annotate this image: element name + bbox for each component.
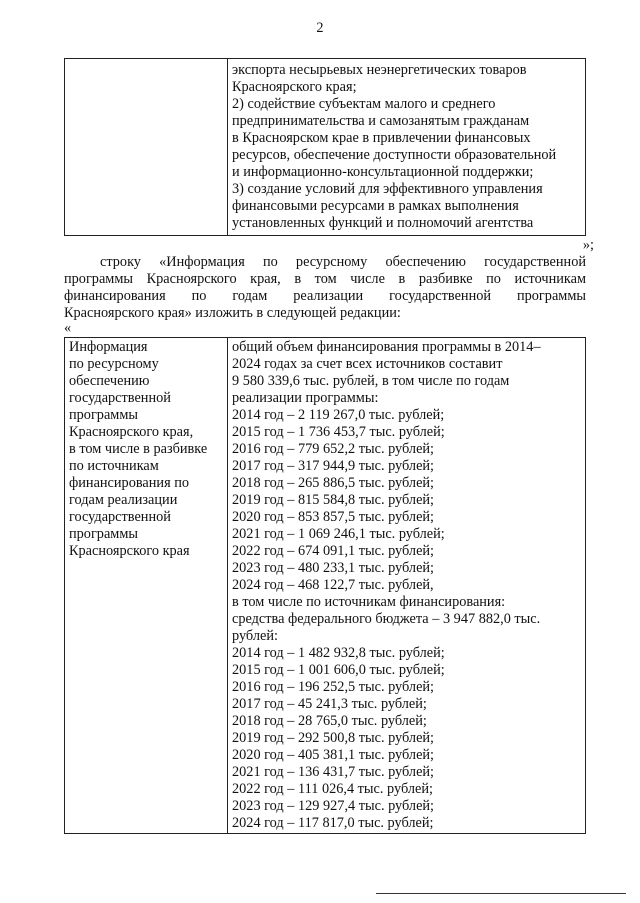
table1-line: финансовыми ресурсами в рамках выполнения	[232, 198, 519, 214]
table2-left-line: финансирования по	[69, 475, 190, 491]
table2-left-line: годам реализации	[69, 492, 178, 508]
table2-left-cell	[65, 338, 228, 834]
table1-line: ресурсов, обеспечение доступности образовательной	[232, 147, 557, 163]
resource-info-table	[64, 337, 586, 834]
funding-line: реализации программы:	[232, 390, 379, 406]
closing-quote: »;	[582, 237, 594, 253]
paragraph-line: строку «Информация по ресурсному обеспечению государственной	[100, 254, 586, 270]
funding-line: в том числе по источникам финансирования:	[232, 594, 506, 610]
funding-line: 2021 год – 1 069 246,1 тыс. рублей;	[232, 526, 445, 542]
funding-line: 2017 год – 317 944,9 тыс. рублей;	[232, 458, 435, 474]
funding-line: 2014 год – 1 482 932,8 тыс. рублей;	[232, 645, 445, 661]
table2-left-line: Информация	[69, 339, 148, 355]
funding-line: 2019 год – 292 500,8 тыс. рублей;	[232, 730, 435, 746]
table1-line: и информационно-консультационной поддержки;	[232, 164, 534, 180]
table2-left-line: государственной	[69, 509, 171, 525]
funding-line: 2023 год – 480 233,1 тыс. рублей;	[232, 560, 435, 576]
paragraph-line: финансирования по годам реализации государственной программы	[64, 288, 586, 304]
table1-line: 2) содействие субъектам малого и среднего	[232, 96, 496, 112]
paragraph-line: Красноярского края» изложить в следующей редакции:	[64, 305, 401, 321]
funding-line: 2017 год – 45 241,3 тыс. рублей;	[232, 696, 427, 712]
table2-left-line: по ресурсному	[69, 356, 159, 372]
table1-line: в Красноярском крае в привлечении финансовых	[232, 130, 531, 146]
funding-line: 2018 год – 265 886,5 тыс. рублей;	[232, 475, 435, 491]
funding-line: общий объем финансирования программы в 2014–	[232, 339, 541, 355]
funding-line: рублей:	[232, 628, 278, 644]
funding-line: 2021 год – 136 431,7 тыс. рублей;	[232, 764, 435, 780]
page-number: 2	[316, 20, 324, 36]
table1-line: предпринимательства и самозанятым гражданам	[232, 113, 530, 129]
funding-line: 2018 год – 28 765,0 тыс. рублей;	[232, 713, 427, 729]
bottom-divider	[376, 893, 626, 894]
funding-line: 2020 год – 405 381,1 тыс. рублей;	[232, 747, 435, 763]
funding-line: 2024 год – 468 122,7 тыс. рублей,	[232, 577, 434, 593]
table2-left-line: программы	[69, 407, 139, 423]
funding-line: 2022 год – 111 026,4 тыс. рублей;	[232, 781, 433, 797]
funding-line: 9 580 339,6 тыс. рублей, в том числе по годам	[232, 373, 510, 389]
table2-left-line: по источникам	[69, 458, 159, 474]
table1-line: Красноярского края;	[232, 79, 357, 95]
table2-right-cell	[228, 338, 586, 834]
table2-left-line: Красноярского края,	[69, 424, 194, 440]
previous-section-table	[64, 58, 586, 236]
funding-line: 2024 год – 117 817,0 тыс. рублей;	[232, 815, 434, 831]
table1-left-cell	[65, 59, 228, 236]
table2-left-line: обеспечению	[69, 373, 150, 389]
table2-left-line: Красноярского края	[69, 543, 190, 559]
paragraph-line: программы Красноярского края, в том числе в разбивке по источникам	[64, 271, 586, 287]
table2-left-line: в том числе в разбивке	[69, 441, 208, 457]
funding-line: средства федерального бюджета – 3 947 882,0 тыс.	[232, 611, 541, 627]
table2-left-line: государственной	[69, 390, 171, 406]
table2-left-line: программы	[69, 526, 139, 542]
funding-line: 2016 год – 779 652,2 тыс. рублей;	[232, 441, 435, 457]
table1-line: 3) создание условий для эффективного управления	[232, 181, 543, 197]
amendment-paragraph	[64, 254, 586, 322]
funding-line: 2024 годах за счет всех источников составит	[232, 356, 503, 372]
funding-line: 2016 год – 196 252,5 тыс. рублей;	[232, 679, 435, 695]
funding-line: 2020 год – 853 857,5 тыс. рублей;	[232, 509, 435, 525]
funding-line: 2022 год – 674 091,1 тыс. рублей;	[232, 543, 435, 559]
funding-line: 2014 год – 2 119 267,0 тыс. рублей;	[232, 407, 445, 423]
opening-quote: «	[64, 320, 72, 336]
table1-line: установленных функций и полномочий агентства	[232, 215, 534, 231]
funding-line: 2023 год – 129 927,4 тыс. рублей;	[232, 798, 435, 814]
table1-line: экспорта несырьевых неэнергетических товаров	[232, 62, 527, 78]
funding-line: 2015 год – 1 001 606,0 тыс. рублей;	[232, 662, 445, 678]
table1-right-cell	[228, 59, 586, 236]
funding-line: 2019 год – 815 584,8 тыс. рублей;	[232, 492, 435, 508]
funding-line: 2015 год – 1 736 453,7 тыс. рублей;	[232, 424, 445, 440]
